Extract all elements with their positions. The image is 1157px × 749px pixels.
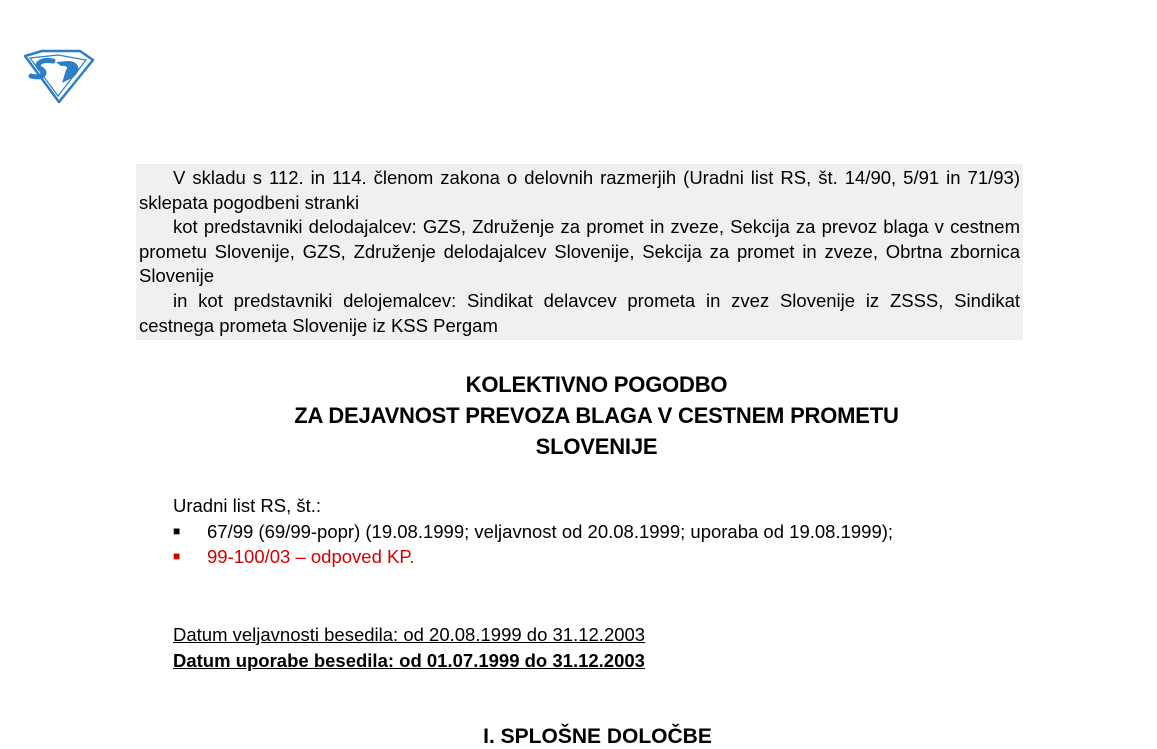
gazette-item-publication-text: 67/99 (69/99-popr) (19.08.1999; veljavnost od 20.08.1999; uporaba od 19.08.1999); — [207, 520, 894, 542]
title-line-3: SLOVENIJE — [535, 434, 658, 459]
sd-shield-logo-icon — [22, 48, 96, 104]
validity-date: Datum veljavnosti besedila: od 20.08.1999 do 31.12.2003 — [173, 624, 646, 645]
text-dates — [173, 622, 645, 674]
gazette-item-publication — [138, 519, 1020, 545]
preamble-paragraph-employees: in kot predstavniki delojemalcev: Sindikat delavcev prometa in zvez Slovenije iz ZSSS, Sindikat cestnega prometa Slovenije iz KSS Pergam — [139, 289, 1020, 336]
use-date: Datum uporabe besedila: od 01.07.1999 do 31.12.2003 — [173, 650, 645, 671]
bullet-icon: ■ — [173, 549, 181, 563]
gazette-heading: Uradni list RS, št.: — [173, 495, 322, 516]
preamble-paragraph-employers: kot predstavniki delodajalcev: GZS, Združenje za promet in zveze, Sekcija za prevoz blaga v cestnem prometu Slovenije, GZS, Združenje delodajalcev Slovenije, Sekcija za promet in zveze, Obrtna zbornica Slovenije — [139, 216, 1020, 287]
gazette-item-termination — [138, 544, 1020, 570]
bullet-icon: ■ — [173, 523, 181, 538]
preamble-paragraph-legal-basis: V skladu s 112. in 114. členom zakona o delovnih razmerjih (Uradni list RS, št. 14/90, 5/91 in 71/93) sklepata pogodbeni stranki — [139, 167, 1020, 213]
title-line-2: ZA DEJAVNOST PREVOZA BLAGA V CESTNEM PROMETU — [294, 403, 899, 428]
gazette-item-termination-text: 99-100/03 – odpoved KP. — [207, 546, 415, 567]
gazette-references — [138, 493, 1020, 570]
section-heading: I. SPLOŠNE DOLOČBE — [483, 725, 712, 748]
title-line-1: KOLEKTIVNO POGODBO — [465, 372, 728, 397]
preamble-block — [136, 164, 1023, 340]
document-title — [140, 369, 1053, 462]
